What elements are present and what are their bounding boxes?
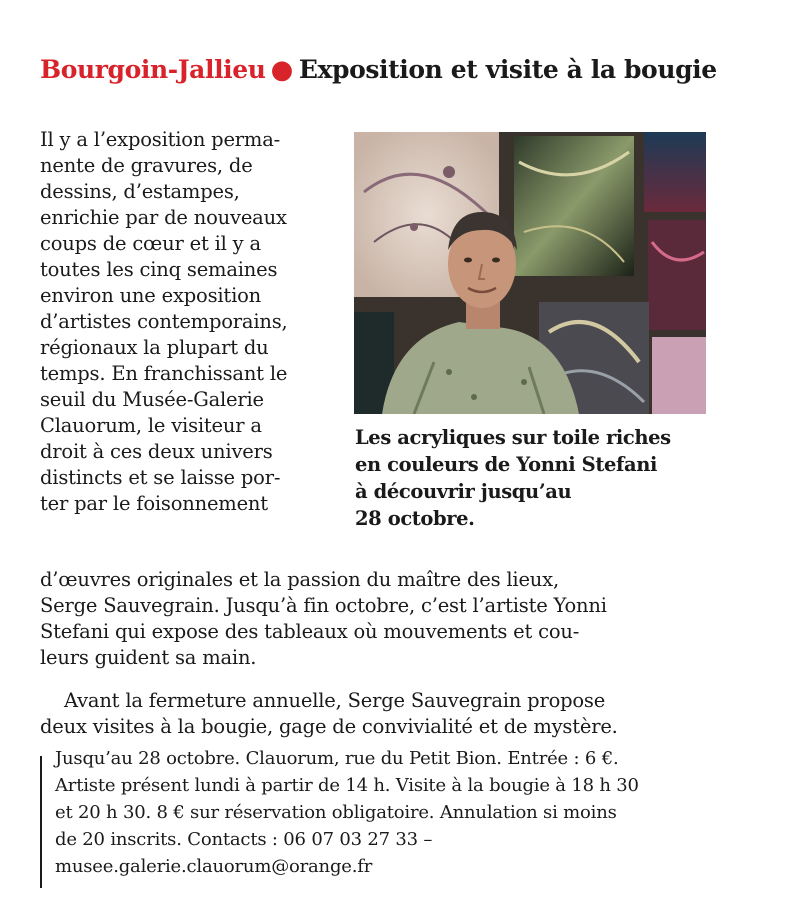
body-line: dessins, d’estampes, bbox=[40, 180, 240, 203]
body-line: environ une exposition bbox=[40, 284, 262, 307]
photo-caption-line: 28 octobre. bbox=[355, 507, 475, 530]
body-line: nente de gravures, de bbox=[40, 154, 253, 177]
headline-title: Exposition et visite à la bougie bbox=[298, 55, 717, 84]
body-line: ter par le foisonnement bbox=[40, 492, 268, 515]
body-line: seuil du Musée-Galerie bbox=[40, 388, 264, 411]
info-block-rule bbox=[40, 756, 42, 888]
headline bbox=[40, 50, 780, 90]
body-line: d’œuvres originales et la passion du maître des lieux, bbox=[40, 568, 559, 591]
body-line: Clauorum, le visiteur a bbox=[40, 414, 262, 437]
info-line: et 20 h 30. 8 € sur réservation obligatoire. Annulation si moins bbox=[55, 802, 617, 823]
body-line: distincts et se laisse por- bbox=[40, 466, 281, 489]
body-line: droit à ces deux univers bbox=[40, 440, 273, 463]
artist-photo bbox=[354, 132, 706, 414]
contact-email: musee.galerie.clauorum@orange.fr bbox=[55, 856, 373, 877]
body-line: toutes les cinq semaines bbox=[40, 258, 278, 281]
body-line: d’artistes contemporains, bbox=[40, 310, 288, 333]
info-line: de 20 inscrits. Contacts : 06 07 03 27 33 – bbox=[55, 829, 433, 850]
body-line: Avant la fermeture annuelle, Serge Sauvegrain propose bbox=[40, 689, 606, 712]
info-line: Jusqu’au 28 octobre. Clauorum, rue du Petit Bion. Entrée : 6 €. bbox=[55, 748, 619, 769]
body-line: temps. En franchissant le bbox=[40, 362, 288, 385]
bullet-dot-icon: ● bbox=[270, 55, 293, 85]
body-line: deux visites à la bougie, gage de convivialité et de mystère. bbox=[40, 715, 618, 738]
body-line: Serge Sauvegrain. Jusqu’à fin octobre, c’est l’artiste Yonni bbox=[40, 594, 607, 617]
body-line: Il y a l’exposition perma- bbox=[40, 128, 281, 151]
photo-caption-line: à découvrir jusqu’au bbox=[355, 480, 572, 503]
photo-caption-line: Les acryliques sur toile riches bbox=[355, 426, 671, 449]
body-line: Stefani qui expose des tableaux où mouvements et cou- bbox=[40, 620, 580, 643]
artist-photo-illustration bbox=[354, 132, 706, 414]
headline-location: Bourgoin-Jallieu bbox=[40, 55, 266, 84]
body-line: enrichie par de nouveaux bbox=[40, 206, 287, 229]
info-line: Artiste présent lundi à partir de 14 h. Visite à la bougie à 18 h 30 bbox=[55, 775, 639, 796]
photo-caption-line: en couleurs de Yonni Stefani bbox=[355, 453, 657, 476]
body-line: coups de cœur et il y a bbox=[40, 232, 261, 255]
body-line: régionaux la plupart du bbox=[40, 336, 269, 359]
body-line: leurs guident sa main. bbox=[40, 646, 257, 669]
